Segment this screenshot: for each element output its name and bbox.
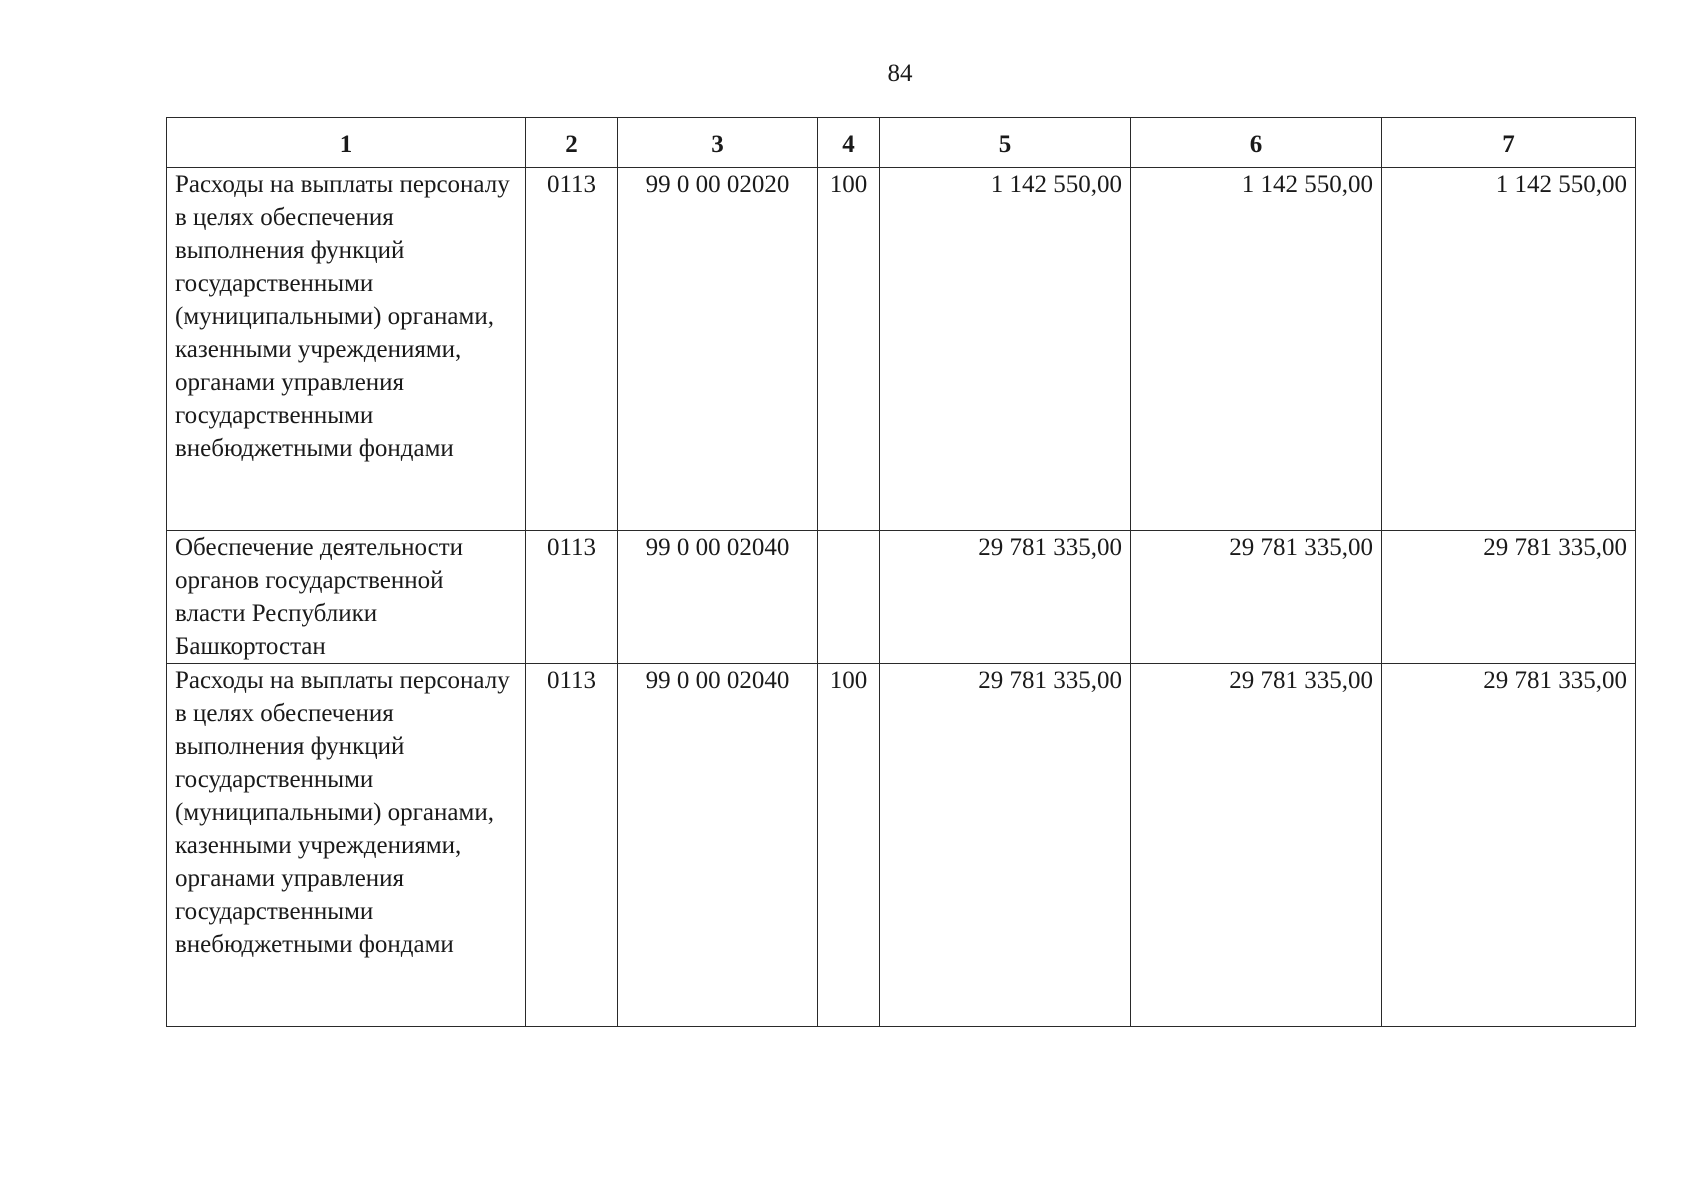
column-header-4: 4 <box>818 118 880 168</box>
row-name: Обеспечение деятельности органов государственной власти Республики Башкортостан <box>167 531 526 664</box>
row-amount-col5: 29 781 335,00 <box>880 531 1131 664</box>
row-amount-col6: 29 781 335,00 <box>1131 664 1382 1027</box>
row-amount-col6: 1 142 550,00 <box>1131 168 1382 531</box>
row-amount-col7: 29 781 335,00 <box>1382 531 1636 664</box>
row-section-code: 0113 <box>526 664 618 1027</box>
row-amount-col7: 1 142 550,00 <box>1382 168 1636 531</box>
budget-table <box>166 117 1636 1027</box>
row-name: Расходы на выплаты персоналу в целях обеспечения выполнения функций государственными (муниципальными) органами, казенными учреждениями, органами управления государственными внебюджетными фондами <box>167 664 526 1027</box>
column-header-5: 5 <box>880 118 1131 168</box>
column-header-3: 3 <box>618 118 818 168</box>
column-header-2: 2 <box>526 118 618 168</box>
row-section-code: 0113 <box>526 531 618 664</box>
row-section-code: 0113 <box>526 168 618 531</box>
row-expense-type <box>818 531 880 664</box>
row-target-article: 99 0 00 02040 <box>618 664 818 1027</box>
row-amount-col6: 29 781 335,00 <box>1131 531 1382 664</box>
page-number: 84 <box>887 60 913 87</box>
row-target-article: 99 0 00 02040 <box>618 531 818 664</box>
column-header-7: 7 <box>1382 118 1636 168</box>
table-row <box>167 664 1636 1027</box>
table-row <box>167 168 1636 531</box>
row-amount-col7: 29 781 335,00 <box>1382 664 1636 1027</box>
column-header-1: 1 <box>167 118 526 168</box>
row-amount-col5: 1 142 550,00 <box>880 168 1131 531</box>
table-row <box>167 531 1636 664</box>
header-row <box>167 118 1636 168</box>
row-expense-type: 100 <box>818 664 880 1027</box>
row-name: Расходы на выплаты персоналу в целях обеспечения выполнения функций государственными (муниципальными) органами, казенными учреждениями, органами управления государственными внебюджетными фондами <box>167 168 526 531</box>
row-expense-type: 100 <box>818 168 880 531</box>
row-amount-col5: 29 781 335,00 <box>880 664 1131 1027</box>
row-target-article: 99 0 00 02020 <box>618 168 818 531</box>
column-header-6: 6 <box>1131 118 1382 168</box>
